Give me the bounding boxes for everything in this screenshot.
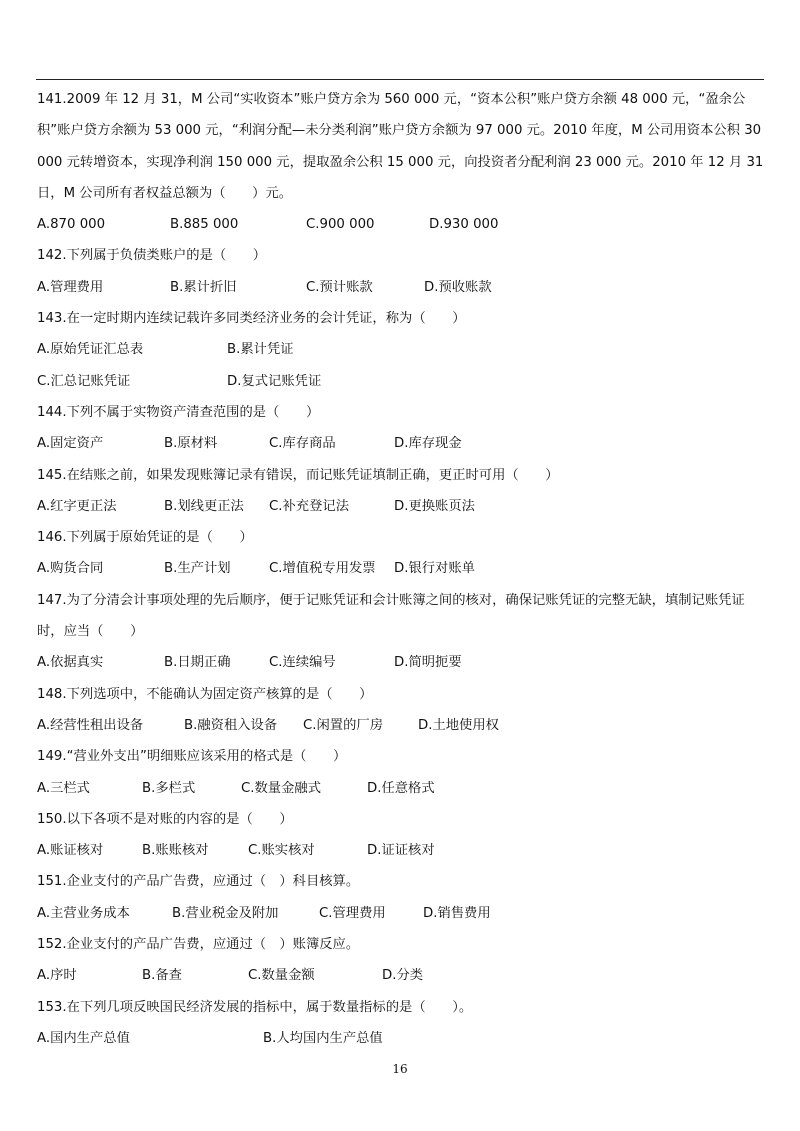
option-d: D.预收账款 (424, 279, 492, 295)
question-text: 142.下列属于负债类账户的是（ ） (37, 248, 267, 264)
options-row (37, 272, 765, 303)
question-150 (37, 804, 765, 867)
option-c: C.900 000 (306, 217, 375, 233)
option-d: D.证证核对 (367, 843, 435, 859)
question-148 (37, 679, 765, 742)
option-a: A.870 000 (37, 217, 106, 233)
question-153 (37, 992, 765, 1055)
options-row (37, 710, 765, 741)
option-a: A.国内生产总值 (37, 1030, 130, 1046)
option-b: B.原材料 (164, 436, 218, 452)
option-a: A.管理费用 (37, 279, 104, 295)
options-row (37, 553, 765, 584)
question-142 (37, 240, 765, 303)
options-row (37, 898, 765, 929)
option-c: C.增值税专用发票 (269, 561, 376, 577)
option-c: C.闲置的厂房 (303, 717, 383, 733)
question-143 (37, 303, 765, 397)
options-row (37, 334, 765, 365)
option-a: A.原始凭证汇总表 (37, 342, 144, 358)
option-c: C.库存商品 (269, 436, 336, 452)
question-146 (37, 522, 765, 585)
option-b: B.备查 (142, 968, 182, 984)
question-152 (37, 929, 765, 992)
option-a: A.经营性租出设备 (37, 717, 144, 733)
option-d: D.任意格式 (367, 780, 435, 796)
question-text: 150.以下各项不是对账的内容的是（ ） (37, 811, 293, 827)
option-a: A.固定资产 (37, 436, 104, 452)
option-b: B.累计凭证 (227, 342, 294, 358)
options-row (37, 1023, 765, 1054)
options-row (37, 428, 765, 459)
option-b: B.生产计划 (164, 561, 231, 577)
option-a: A.序时 (37, 968, 77, 984)
question-text: 146.下列属于原始凭证的是（ ） (37, 530, 253, 546)
option-c: C.预计账款 (306, 279, 373, 295)
question-text: 151.企业支付的产品广告费，应通过（ ）科目核算。 (37, 874, 360, 890)
options-row (37, 773, 765, 804)
option-d: D.银行对账单 (394, 561, 475, 577)
option-a: A.主营业务成本 (37, 905, 130, 921)
header-rule (36, 79, 764, 80)
options-row (37, 647, 765, 678)
question-151 (37, 866, 765, 929)
option-b: B.人均国内生产总值 (263, 1030, 383, 1046)
options-row (37, 491, 765, 522)
question-145 (37, 460, 765, 523)
option-d: D.分类 (382, 968, 424, 984)
question-text: 144.下列不属于实物资产清查范围的是（ ） (37, 404, 320, 420)
option-d: D.简明扼要 (394, 655, 462, 671)
question-text: 149.“营业外支出”明细账应该采用的格式是（ ） (37, 749, 347, 765)
question-text: 152.企业支付的产品广告费，应通过（ ）账簿反应。 (37, 937, 360, 953)
options-row (37, 209, 765, 240)
option-c: C.连续编号 (269, 655, 336, 671)
options-row (37, 835, 765, 866)
option-d: D.土地使用权 (418, 717, 499, 733)
option-a: A.账证核对 (37, 843, 104, 859)
option-b: B.累计折旧 (170, 279, 237, 295)
option-d: D.复式记账凭证 (227, 373, 322, 389)
question-147 (37, 585, 765, 679)
question-text: 143.在一定时期内连续记载许多同类经济业务的会计凭证，称为（ ） (37, 311, 466, 327)
option-a: A.红字更正法 (37, 498, 117, 514)
option-d: D.库存现金 (394, 436, 462, 452)
option-b: B.划线更正法 (164, 498, 244, 514)
option-b: B.融资租入设备 (184, 717, 278, 733)
option-a: A.购货合同 (37, 561, 104, 577)
question-text: 148.下列选项中，不能确认为固定资产核算的是（ ） (37, 686, 373, 702)
page-number: 16 (392, 1062, 408, 1076)
option-d: D.销售费用 (423, 905, 491, 921)
option-c: C.补充登记法 (269, 498, 349, 514)
option-c: C.数量金融式 (241, 780, 321, 796)
question-list (37, 84, 765, 1054)
option-c: C.数量金额 (248, 968, 315, 984)
option-a: A.依据真实 (37, 655, 104, 671)
question-text: 141.2009 年 12 月 31，M 公司“实收资本”账户贷方余为 560 000 元，“资本公积”账户贷方余额 48 000 元，“盈余公积”账户贷方余额为 53 000 元，“利润分配—未分类利润”账户贷方余额为 97 000 元。2010 年度，M 公司用资本公积 30 000 元转增资本，实现净利润 150 000 元，提取盈余公积 15 000 元，向投资者分配利润 23 000 元。2010 年 12 月 31 日，M 公司所有者权益总额为（ ）元。 (37, 92, 764, 201)
option-a: A.三栏式 (37, 780, 90, 796)
options-row (37, 960, 765, 991)
question-text: 145.在结账之前，如果发现账簿记录有错误，而记账凭证填制正确，更正时可用（ ） (37, 467, 559, 483)
question-text: 153.在下列几项反映国民经济发展的指标中，属于数量指标的是（ ）。 (37, 999, 473, 1015)
option-b: B.885 000 (170, 217, 239, 233)
option-c: C.汇总记账凭证 (37, 373, 131, 389)
option-b: B.多栏式 (142, 780, 196, 796)
option-d: D.更换账页法 (394, 498, 475, 514)
question-text: 147.为了分清会计事项处理的先后顺序，便于记账凭证和会计账簿之间的核对，确保记账凭证的完整无缺，填制记账凭证时，应当（ ） (37, 592, 745, 640)
option-c: C.账实核对 (248, 843, 315, 859)
option-d: D.930 000 (429, 217, 499, 233)
question-141 (37, 84, 765, 240)
option-b: B.营业税金及附加 (172, 905, 279, 921)
question-149 (37, 741, 765, 804)
option-b: B.日期正确 (164, 655, 231, 671)
option-b: B.账账核对 (142, 843, 209, 859)
option-c: C.管理费用 (319, 905, 386, 921)
options-row (37, 366, 765, 397)
question-144 (37, 397, 765, 460)
